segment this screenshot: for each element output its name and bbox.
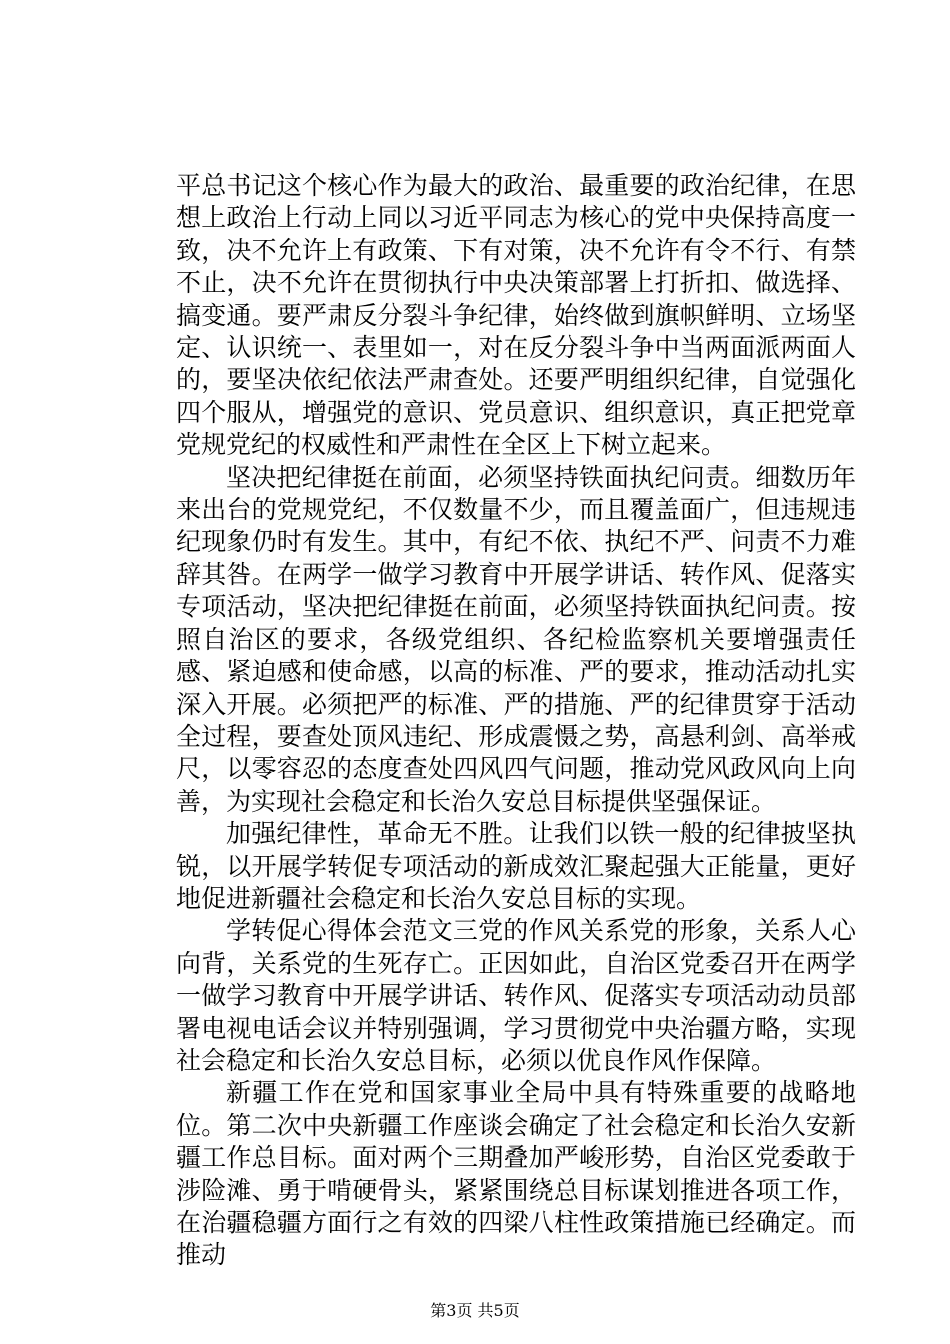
paragraph-4: 学转促心得体会范文三党的作风关系党的形象，关系人心向背，关系党的生死存亡。正因如此，自治区党委召开在两学一做学习教育中开展学讲话、转作风、促落实专项活动动员部署电视电话会议并特别强调，学习贯彻党中央治疆方略，实现社会稳定和长治久安总目标，必须以优良作风作保障。 <box>176 916 856 1075</box>
paragraph-3: 加强纪律性，革命无不胜。让我们以铁一般的纪律披坚执锐，以开展学转促专项活动的新成效汇聚起强大正能量，更好地促进新疆社会稳定和长治久安总目标的实现。 <box>176 819 856 913</box>
paragraph-5: 新疆工作在党和国家事业全局中具有特殊重要的战略地位。第二次中央新疆工作座谈会确定了社会稳定和长治久安新疆工作总目标。面对两个三期叠加严峻形势，自治区党委敢于涉险滩、勇于啃硬骨头，紧紧围绕总目标谋划推进各项工作，在治疆稳疆方面行之有效的四梁八柱性政策措施已经确定。而推动 <box>176 1078 856 1270</box>
page-number-footer: 第3页 共5页 <box>430 1301 520 1320</box>
document-body <box>176 170 856 1272</box>
paragraph-1: 平总书记这个核心作为最大的政治、最重要的政治纪律，在思想上政治上行动上同以习近平同志为核心的党中央保持高度一致，决不允许上有政策、下有对策，决不允许有令不行、有禁不止，决不允许在贯彻执行中央决策部署上打折扣、做选择、搞变通。要严肃反分裂斗争纪律，始终做到旗帜鲜明、立场坚定、认识统一、表里如一，对在反分裂斗争中当两面派两面人的，要坚决依纪依法严肃查处。还要严明组织纪律，自觉强化四个服从，增强党的意识、党员意识、组织意识，真正把党章党规党纪的权威性和严肃性在全区上下树立起来。 <box>176 171 856 460</box>
paragraph-2: 坚决把纪律挺在前面，必须坚持铁面执纪问责。细数历年来出台的党规党纪，不仅数量不少，而且覆盖面广，但违规违纪现象仍时有发生。其中，有纪不依、执纪不严、问责不力难辞其咎。在两学一做学习教育中开展学讲话、转作风、促落实专项活动，坚决把纪律挺在前面，必须坚持铁面执纪问责。按照自治区的要求，各级党组织、各纪检监察机关要增强责任感、紧迫感和使命感，以高的标准、严的要求，推动活动扎实深入开展。必须把严的标准、严的措施、严的纪律贯穿于活动全过程，要查处顶风违纪、形成震慑之势，高悬利剑、高举戒尺，以零容忍的态度查处四风四气问题，推动党风政风向上向善，为实现社会稳定和长治久安总目标提供坚强保证。 <box>176 462 856 816</box>
